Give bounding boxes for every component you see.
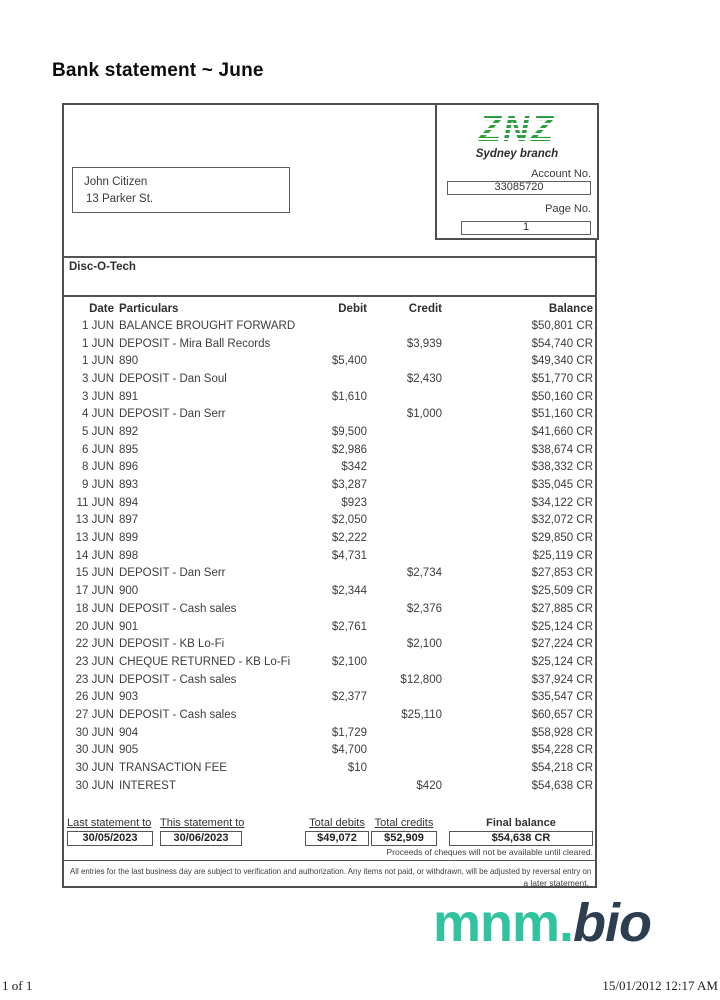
particulars-cell: DEPOSIT - Dan Soul (119, 372, 227, 385)
total-credits-label: Total credits (374, 817, 434, 829)
table-row (64, 759, 595, 777)
credit-cell (367, 759, 442, 777)
debit-cell: $9,500 (331, 425, 367, 438)
bank-logo: ZNZ (437, 110, 597, 147)
customer-street: 13 Parker St. (86, 193, 154, 205)
particulars-cell: 903 (119, 691, 139, 704)
date-cell: 30 JUN (75, 762, 114, 775)
statement-box (62, 103, 597, 888)
date-cell: 1 JUN (82, 319, 114, 332)
summary-section (64, 817, 595, 847)
debit-cell: $3,287 (331, 479, 367, 492)
credit-cell: $3,939 (406, 337, 442, 350)
credit-cell (367, 459, 442, 477)
balance-cell: $38,674 CR (531, 443, 593, 456)
transactions-body (64, 317, 595, 795)
table-row (64, 742, 595, 760)
print-timestamp: 15/01/2012 12:17 AM (602, 978, 718, 993)
date-cell: 30 JUN (75, 744, 114, 757)
credit-cell: $2,100 (406, 638, 442, 651)
table-row (64, 724, 595, 742)
table-row (64, 565, 595, 583)
balance-cell: $54,740 CR (531, 337, 593, 350)
balance-cell: $25,124 CR (531, 655, 593, 668)
particulars-cell: 899 (119, 532, 139, 545)
final-balance-label: Final balance (486, 817, 556, 829)
debit-cell: $4,700 (331, 744, 367, 757)
page-number-label: Page No. (545, 203, 591, 215)
credit-cell: $12,800 (400, 673, 442, 686)
date-cell: 13 JUN (75, 532, 114, 545)
divider-line (64, 295, 595, 297)
table-row (64, 494, 595, 512)
date-cell: 4 JUN (82, 408, 114, 421)
customer-name: John Citizen (84, 176, 148, 188)
debit-cell: $2,222 (331, 532, 367, 545)
table-row (64, 600, 595, 618)
credit-cell (367, 352, 442, 370)
particulars-cell: 895 (119, 443, 139, 456)
balance-cell: $27,224 CR (531, 638, 593, 651)
credit-cell (367, 724, 442, 742)
debit-cell (304, 335, 367, 353)
balance-cell: $34,122 CR (531, 496, 593, 509)
last-statement-value: 30/05/2023 (67, 831, 153, 846)
last-statement-group (67, 817, 153, 846)
credit-cell: $25,110 (401, 708, 442, 721)
date-cell: 20 JUN (75, 620, 114, 633)
date-cell: 5 JUN (82, 425, 114, 438)
date-cell: 30 JUN (75, 726, 114, 739)
debit-cell (304, 317, 367, 335)
particulars-cell: 904 (119, 726, 139, 739)
credit-cell (367, 494, 442, 512)
table-row (64, 635, 595, 653)
balance-cell: $58,928 CR (531, 726, 593, 739)
column-header-credit: Credit (408, 303, 442, 315)
credit-cell (367, 441, 442, 459)
particulars-cell: DEPOSIT - KB Lo-Fi (119, 638, 225, 651)
particulars-cell: DEPOSIT - Mira Ball Records (119, 337, 271, 350)
debit-cell (304, 565, 367, 583)
table-row (64, 352, 595, 370)
balance-cell: $35,547 CR (531, 691, 593, 704)
particulars-cell: DEPOSIT - Dan Serr (119, 567, 226, 580)
column-header-debit: Debit (338, 303, 367, 315)
balance-cell: $51,160 CR (531, 408, 593, 421)
particulars-cell: BALANCE BROUGHT FORWARD (119, 319, 296, 332)
this-statement-group (160, 817, 245, 846)
transactions-table (64, 298, 595, 795)
column-header-balance: Balance (548, 303, 593, 315)
credit-cell: $2,430 (406, 372, 442, 385)
particulars-cell: 898 (119, 549, 139, 562)
balance-cell: $37,924 CR (531, 673, 593, 686)
credit-cell (367, 582, 442, 600)
customer-address-box (72, 167, 290, 213)
debit-cell: $2,986 (331, 443, 367, 456)
particulars-cell: 892 (119, 425, 139, 438)
credit-cell: $1,000 (406, 408, 442, 421)
date-cell: 26 JUN (75, 691, 114, 704)
debit-cell: $2,761 (331, 620, 367, 633)
account-number-value: 33085720 (447, 181, 591, 195)
date-cell: 22 JUN (75, 638, 114, 651)
table-row (64, 618, 595, 636)
balance-cell: $50,160 CR (531, 390, 593, 403)
date-cell: 3 JUN (82, 390, 114, 403)
account-number-label: Account No. (531, 168, 591, 180)
this-statement-value: 30/06/2023 (160, 831, 242, 846)
particulars-cell: CHEQUE RETURNED - KB Lo-Fi (119, 655, 291, 668)
table-row (64, 388, 595, 406)
credit-cell: $2,734 (406, 567, 442, 580)
debit-cell (304, 600, 367, 618)
balance-cell: $25,509 CR (531, 585, 593, 598)
particulars-cell: INTEREST (119, 779, 176, 792)
debit-cell: $2,377 (331, 691, 367, 704)
particulars-cell: DEPOSIT - Dan Serr (119, 408, 226, 421)
date-cell: 8 JUN (82, 461, 114, 474)
fine-print-line2: a later statement. (523, 878, 589, 888)
credit-cell (367, 476, 442, 494)
bank-account-box (435, 103, 599, 240)
date-cell: 13 JUN (75, 514, 114, 527)
balance-cell: $27,885 CR (531, 602, 593, 615)
table-header-row (64, 298, 595, 317)
balance-cell: $25,124 CR (531, 620, 593, 633)
table-row (64, 441, 595, 459)
particulars-cell: TRANSACTION FEE (119, 762, 227, 775)
brand-logo-secondary: bio (573, 893, 652, 953)
total-credits-value: $52,909 (371, 831, 437, 846)
credit-cell (367, 653, 442, 671)
balance-cell: $35,045 CR (531, 479, 593, 492)
table-row (64, 512, 595, 530)
particulars-cell: DEPOSIT - Cash sales (119, 602, 237, 615)
particulars-cell: 894 (119, 496, 139, 509)
date-cell: 14 JUN (75, 549, 114, 562)
credit-cell (367, 388, 442, 406)
date-cell: 6 JUN (82, 443, 114, 456)
debit-cell (304, 635, 367, 653)
credit-cell (367, 317, 442, 335)
final-balance-group (449, 817, 593, 846)
branch-name: Sydney branch (475, 148, 559, 160)
total-debits-value: $49,072 (305, 831, 369, 846)
balance-cell: $51,770 CR (531, 372, 593, 385)
credit-cell (367, 688, 442, 706)
debit-cell: $342 (341, 461, 367, 474)
particulars-cell: 897 (119, 514, 139, 527)
date-cell: 30 JUN (75, 779, 114, 792)
credit-cell (367, 618, 442, 636)
print-page-count: 1 of 1 (2, 978, 33, 993)
table-row (64, 671, 595, 689)
debit-cell (304, 370, 367, 388)
company-name: Disc-O-Tech (69, 261, 136, 273)
column-header-date: Date (89, 303, 114, 315)
credit-cell (367, 423, 442, 441)
fine-print-line1: All entries for the last business day are subject to verification and authorization. Any items not paid, or withdrawn, will be adjusted by reversal entry on (70, 866, 592, 876)
table-row (64, 777, 595, 795)
balance-cell: $50,801 CR (531, 319, 593, 332)
table-row (64, 476, 595, 494)
balance-cell: $32,072 CR (531, 514, 593, 527)
debit-cell (304, 671, 367, 689)
table-row (64, 335, 595, 353)
date-cell: 27 JUN (75, 708, 114, 721)
page-title: Bank statement ~ June (52, 60, 264, 81)
table-row (64, 317, 595, 335)
debit-cell: $5,400 (331, 355, 367, 368)
particulars-cell: 893 (119, 479, 139, 492)
particulars-cell: DEPOSIT - Cash sales (119, 708, 237, 721)
date-cell: 1 JUN (82, 337, 114, 350)
table-row (64, 653, 595, 671)
balance-cell: $60,657 CR (531, 708, 593, 721)
debit-cell: $923 (341, 496, 367, 509)
column-header-particulars: Particulars (119, 303, 179, 315)
debit-cell: $2,344 (331, 585, 367, 598)
balance-cell: $54,638 CR (531, 779, 593, 792)
debit-cell (304, 777, 367, 795)
final-balance-value: $54,638 CR (449, 831, 593, 846)
date-cell: 15 JUN (75, 567, 114, 580)
date-cell: 18 JUN (75, 602, 114, 615)
debit-cell: $2,100 (331, 655, 367, 668)
particulars-cell: 905 (119, 744, 139, 757)
balance-cell: $27,853 CR (531, 567, 593, 580)
credit-cell (367, 547, 442, 565)
credit-cell (367, 529, 442, 547)
brand-logo-primary: mnm. (433, 893, 574, 953)
date-cell: 9 JUN (82, 479, 114, 492)
credit-cell: $2,376 (406, 602, 442, 615)
date-cell: 23 JUN (75, 673, 114, 686)
page-number-value: 1 (461, 221, 591, 235)
divider-line (64, 256, 595, 258)
balance-cell: $29,850 CR (531, 532, 593, 545)
date-cell: 11 JUN (76, 496, 114, 509)
debit-cell (304, 405, 367, 423)
total-debits-label: Total debits (309, 817, 365, 829)
debit-cell (304, 706, 367, 724)
debit-cell: $1,729 (331, 726, 367, 739)
balance-cell: $38,332 CR (531, 461, 593, 474)
this-statement-label: This statement to (160, 817, 245, 829)
brand-logo (433, 892, 651, 954)
table-row (64, 529, 595, 547)
particulars-cell: 890 (119, 355, 139, 368)
particulars-cell: 901 (119, 620, 139, 633)
proceeds-notice: Proceeds of cheques will not be available until cleared. (386, 847, 593, 857)
total-credits-group (371, 817, 437, 846)
table-row (64, 582, 595, 600)
particulars-cell: 896 (119, 461, 139, 474)
debit-cell: $4,731 (331, 549, 367, 562)
total-debits-group (305, 817, 369, 846)
table-row (64, 423, 595, 441)
balance-cell: $49,340 CR (531, 355, 593, 368)
credit-cell: $420 (416, 779, 442, 792)
table-row (64, 688, 595, 706)
particulars-cell: 891 (119, 390, 139, 403)
balance-cell: $25,119 CR (532, 549, 593, 562)
particulars-cell: DEPOSIT - Cash sales (119, 673, 237, 686)
credit-cell (367, 512, 442, 530)
particulars-cell: 900 (119, 585, 139, 598)
date-cell: 17 JUN (75, 585, 114, 598)
table-row (64, 547, 595, 565)
balance-cell: $54,228 CR (531, 744, 593, 757)
table-row (64, 405, 595, 423)
balance-cell: $41,660 CR (531, 425, 593, 438)
divider-line (64, 860, 595, 861)
date-cell: 23 JUN (75, 655, 114, 668)
credit-cell (367, 742, 442, 760)
date-cell: 3 JUN (82, 372, 114, 385)
date-cell: 1 JUN (82, 355, 114, 368)
debit-cell: $1,610 (331, 390, 367, 403)
last-statement-label: Last statement to (67, 817, 152, 829)
debit-cell: $2,050 (331, 514, 367, 527)
table-row (64, 459, 595, 477)
balance-cell: $54,218 CR (531, 762, 593, 775)
table-row (64, 370, 595, 388)
debit-cell: $10 (347, 762, 367, 775)
table-row (64, 706, 595, 724)
